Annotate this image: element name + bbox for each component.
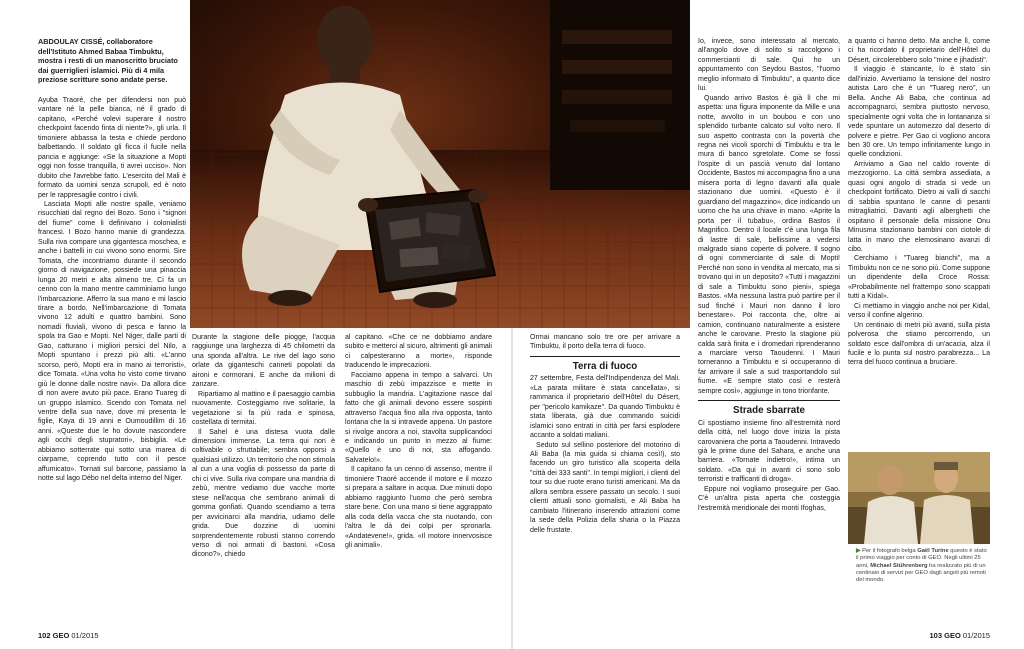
contributors-box bbox=[856, 548, 990, 584]
folio-left bbox=[38, 631, 99, 640]
box-line2-a: Negli ultimi 25 anni, bbox=[856, 555, 981, 569]
box-line1-a: Per il fotografo belga bbox=[862, 548, 918, 554]
paragraph: Un centinaio di metri più avanti, sulla pista polverosa che stiamo percorrendo, un soldato esce dall'ombra di un'acacia, alza il fucile e lo punta sul nostro parabrezza... La terra del fuoco continua a bruciare. bbox=[848, 321, 990, 367]
paragraph: Il viaggio è stancante, lo è stato sin dall'inizio. Avvertiamo la tensione del nostro autista Laro che è un "Tuareg nero", un Bella. Anche Ali Baba, che continua ad accompagnarci, sembra piuttosto nervoso, specialmente ogni volta che in lontananza si vede spuntare un automezzo dal deserto di polvere e pietre. Per Gao ci vogliono ancora ben 30 ore. Un tempo infinitamente lungo in quelle condizioni. bbox=[848, 66, 990, 159]
paragraph: 27 settembre, Festa dell'Indipendenza del Mali. «La parata militare è stata cancellata», si rammarica il proprietario dell'Hôtel du Désert, per "pericolo kamikaze". Da quando Timbuktu è stata liberata, già due commando suicidi islamici sono entrati in città per farsi esplodere accanto a soldati maliani. bbox=[530, 375, 680, 440]
main-photo bbox=[190, 0, 690, 328]
paragraph: Lasciata Mopti alle nostre spalle, veniamo risucchiati dal regno dei Bozo. Sono i "signori del fiume" come li definivano i colonialisti francesi. I Bozo hanno manie di grandezza. Sulla riva compare una gigantesca moschea, e anche i battelli in cui vivono sono enormi. Sire Tomata, che incontriamo durante il secondo giorno di navigazione, possiede una pinaccia lunga 20 metri e alta almeno tre. Ci fa un cenno con la mano mentre camminiamo lungo l'imbarcazione. Afferro la sua mano e mi lascio tirare a bordo. Nell'imbarcazione di Tomata vivono 12 adulti e quattro bambini. Sono nomadi fluviali, vivono di pesca e fanno la spola tra Gao e Mopti. Nel Niger, dalle parti di Gao, catturano i migliori persici del Nilo, a Mopti spuntano i prezzi più alti. «L'anno scorso, però, Mopti era in mano ai terroristi», dice Tomata. «Una volta ho visto come tirvano giù le donne dalle nostre navi». Da allora dice di non avere avuto più pace. Erano Tuareg di un gruppo islamico. Scendo con Tomata nel ventre della sua nave, dove mi presenta le figlie, Kaya di 19 anni e Oumoudillim di 16 anni. «Queste due le ho dovute nascondere agli occhi degli stupratori», bisbiglia. «Le abbiamo sotterrate qui sotto una marea di ciarpame, coprendo tutto con il pesce affumicato». Tornati sul barcone, passiamo la notte sul lago Débo nel delta interno del Niger. bbox=[38, 200, 186, 483]
paragraph: al capitano. «Che ce ne dobbiamo andare subito e metterci al sicuro, altrimenti gli animali ci calpesteranno a morte», risponde traducendo le imprecazioni. bbox=[345, 334, 492, 370]
issue-left: 01/2015 bbox=[71, 631, 99, 640]
page-number-right: 103 bbox=[929, 631, 943, 640]
paragraph: Quando arrivo Bastos è già lì che mi aspetta: una figura imponente da Mille e una notte, avvolto in un boubou e con uno splendido turbante calcato sul volto nero. Il suo aspetto contrasta con la povertà che regna nei vicoli sporchi di Timbuktu e tra le mura di banco sgretolate. Come se fossi l'ospite di un pascià venuto dal lontano Occidente, Bastos mi accompagna fino a una misera porta di legno davanti alla quale stazionano due uomini. «Questo è il guardiano del magazzino», dice indicando un uomo che ha una chiave in mano. «Aprite la porta per il tubabu», ordina Bastos il Magnifico. Dentro il locale c'è una lunga fila di lastre di sale, bellissime a vedersi malgrado siano coperte di polvere. Il sogno di ogni commerciante di sale di Mopti! Perché non sono in vendita al mercato, ma si trovano qui in un deposito? «Tutti i magazzini di sale a Timbuktu sono pieni», spiega Bastos. «Ma nessuna lastra può partire per il sud finché i Mauri non danno il loro benestare». Poi racconta che, oltre ai camion, continuano naturalmente a esistere anche le carovane. Presto la stagione più calda sarà finita e i dromedari riprenderanno a marciare verso Taoudenni. I Mauri torneranno a Timbuktu e si occuperanno di far arrivare il sale a sud trasportandolo sul fiume. «E sempre stato così e resterà sempre così», aggiunge in tono trionfante. bbox=[698, 94, 840, 395]
triangle-marker-icon: ▶ bbox=[856, 548, 861, 554]
paragraph: Cerchiamo i "Tuareg bianchi", ma a Timbuktu non ce ne sono più. Come suppone un dipendente della Croce Rossa: «Probabilmente nel frattempo sono scappati tutti a Kidal». bbox=[848, 255, 990, 301]
photo-caption bbox=[38, 37, 186, 85]
manuscript-photo-illustration bbox=[190, 0, 690, 328]
caption-text: collaboratore dell'Istituto Ahmed Babaa Timbuktu, mostra i resti di un manoscritto bruciato dai guerriglieri islamici. Più di 4 mila preziose scritture sono andate perse. bbox=[38, 37, 178, 84]
paragraph: Ayuba Traoré, che per difendersi non può vantare né la pelle bianca, né il grado di capitano, «Perché volevi superare il nostro checkpoint facendo finta di niente?», gli urla. Il timoniere abbassa la testa e chiede perdono balbettando. Il soldato gli fìcca il fucile nella pancia e aggiunge: «Se la situazione a Mopti oggi non fosse tranquilla, ti avrei ucciso». Non dubito che l'avrebbe fatto. L'esercito del Mali è formato da uomini senza scrupoli, ed è noto per le rappresaglie contro i civili. bbox=[38, 97, 186, 199]
left-column-3 bbox=[345, 333, 492, 598]
author-name: Michael Stührenberg bbox=[870, 562, 928, 569]
paragraph: Eppure noi vogliamo proseguire per Gao. C'è un'altra pista aperta che costeggia l'estremità meridionale dei monti Ifoghas, bbox=[698, 485, 840, 512]
paragraph: Io, invece, sono interessato al mercato, all'angolo dove di solito si raccolgono i commercianti di sale. Qui ho un appuntamento con Seydou Bastos, "l'uomo meglio informato di Timbuktu", a quanto dice lui. bbox=[698, 38, 840, 93]
paragraph: a quanto ci hanno detto. Ma anche lì, come ci ha ricordato il proprietario dell'Hôtel du Désert, circolerebbero solo "mine e jihadisti". bbox=[848, 38, 990, 64]
box-line2-b: ha realizzato più di un centinaio di servizi per GEO dagli angoli più remoti del mondo. bbox=[856, 562, 986, 584]
section-heading-terra-di-fuoco: Terra di fuoco bbox=[530, 356, 680, 374]
page-number-left: 102 bbox=[38, 631, 51, 640]
paragraph: Il Sahel è una distesa vuota dalle dimensioni immense. La terra qui non è coltivabile o sfruttabile; sembra opporsi a qualsiasi utilizzo. Un territorio che non stimola al cun a una voglia di possesso da parte di chi ci vive. Sulla riva compare una mandria di zebù, mentre vediamo due vacche morte stese nell'acqua che sembrano animali di gomma gonfiati. Quando scendiamo a terra per avvicinarci alla mandria, udiamo delle grida. Due dozzine di uomini sorprendentemente robusti stanno correndo verso di noi armati di bastoni. «Cosa dicono?», chiedo bbox=[192, 428, 335, 559]
right-column-3 bbox=[848, 37, 990, 447]
magazine-name-left: GEO bbox=[52, 631, 70, 640]
photographer-name: Gaël Turine bbox=[917, 548, 949, 554]
caption-name: ABDOULAY CISSÉ, bbox=[38, 37, 105, 46]
right-column-1 bbox=[530, 333, 680, 598]
folio-right bbox=[930, 631, 991, 640]
paragraph: Seduto sul sellino posteriore del motorino di Ali Baba (la mia guida si chiama così!), sto facendo un giro turistico alla scoperta della "città dei 333 santi". In tempi migliori, i clienti del tour su due ruote erano turisti americani. Ma da allora sembra essere passato un secolo. I suoi clienti attuali sono giornalisti, e Ali Baba ha cambiato l'itinerario inserendo attrazioni come la sede della Polizia della sharia o la Piazza delle frustate. bbox=[530, 441, 680, 534]
paragraph: Ormai mancano solo tre ore per arrivare a Timbuktu, il porto della terra di fuoco. bbox=[530, 334, 680, 351]
authors-photo bbox=[848, 452, 990, 544]
paragraph: Durante la stagione delle piogge, l'acqua raggiunge una larghezza di 45 chilometri da una sponda all'altra. Le rive del lago sono orlate da giganteschi canneti popolati da aironi e cormorani. E anche da milioni di zanzare. bbox=[192, 334, 335, 389]
section-heading-strade-sbarrate: Strade sbarrate bbox=[698, 400, 840, 418]
magazine-name-right: GEO bbox=[944, 631, 961, 640]
paragraph: Ci spostiamo insieme fino all'estremità nord della città, nel luogo dove inizia la pista carovaniera che porta a Taoudenni. Intravedo già le prime dune del Sahara, e anche una barriera. «Tornate indietro!», intima un soldato. «Da qui in avanti ci sono solo terroristi e trafficanti di droga». bbox=[698, 419, 840, 484]
issue-right: 01/2015 bbox=[962, 631, 990, 640]
paragraph: Il capitano fa un cenno di assenso, mentre il timoniere Traoré accende il motore e il mozzo si prepara a saltare in acqua. Due minuti dopo abbiamo raggiunto l'uomo che però sembra stare bene. Con una mano si tiene aggrappato alla coda della vacca che sta nuotando, con l'altra le dà dei colpi per spronarla. «Andateveneǃ», grida. «Il motore innervosisce gli animali». bbox=[345, 466, 492, 549]
authors-photo-illustration bbox=[848, 452, 990, 544]
paragraph: Facciamo appena in tempo a salvarci. Un maschio di zebù impazzisce e mette in subbuglio la mandria. L'agitazione nasce dal fatto che gli animali devono essere sospinti attraverso l'acqua fino alla riva opposta, tanto lontana che la si intravede appena. Un pastore si rivolge ancora a noi, stavolta supplicandoci e indicando un punto in mezzo al fiume: «Quello è uno di noi, sta affogando. Salvatelo!». bbox=[345, 371, 492, 464]
paragraph: Ripartiamo al mattino e il paesaggio cambia nuovamente. Costeggiamo rive solitarie, la vegetazione si fa più rada e spinosa, costellata di termitai. bbox=[192, 390, 335, 427]
left-column-2 bbox=[192, 333, 335, 598]
paragraph: Ci mettiamo in viaggio anche noi per Kidal, verso il confine algerino. bbox=[848, 302, 990, 320]
box-line1-b: questo è stato il primo viaggio per conto di GEO. bbox=[856, 548, 987, 562]
left-column-1 bbox=[38, 96, 186, 598]
paragraph: Arriviamo a Gao nel caldo rovente di mezzogiorno. La città sembra assediata, a quasi ogni angolo di strada si vede un checkpoint fortificato. Dietro ai valli di sacchi di sabbia spuntano le canne di pesanti mitragliatrici. Davanti agli alberghetti che ospitano il personale della missione Onu Minusma stazionano bambini con ciotole di latta in mano che elemosinano avanzi di cibo. bbox=[848, 160, 990, 253]
right-column-2 bbox=[698, 37, 840, 598]
